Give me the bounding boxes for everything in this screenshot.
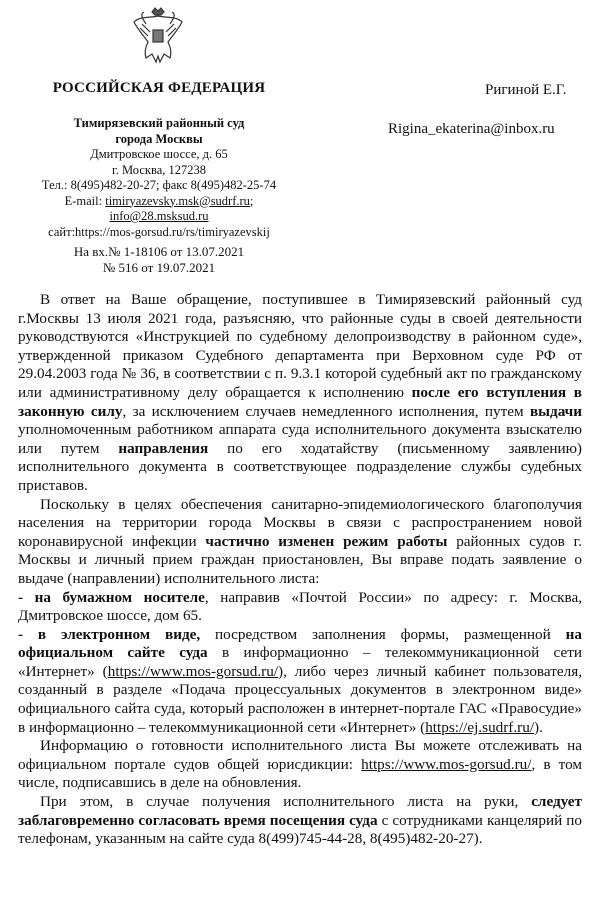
- email-separator: ;: [249, 193, 254, 208]
- email-label: E-mail:: [64, 193, 106, 208]
- text-run: При этом, в случае получения исполнительного листа на руки,: [40, 793, 532, 811]
- paragraph-6: [18, 793, 582, 849]
- text-run: по его ходатайству (письменному заявлению) исполнительного документа в соответствующее подразделение службы судебных приставов.: [18, 439, 582, 494]
- bold-text: - на бумажном носителе: [18, 588, 205, 606]
- bold-text: на официальном сайте суда: [18, 625, 582, 662]
- bold-text: направления: [118, 439, 209, 457]
- recipient-email: Rigina_ekaterina@inbox.ru: [388, 121, 555, 137]
- text-run: уполномоченным работником аппарата суда исполнительного документа взыскателю или путем: [18, 421, 582, 457]
- country-title: РОССИЙСКАЯ ФЕДЕРАЦИЯ: [52, 80, 266, 96]
- text-run: районных судов г. Москвы и личный прием граждан приостановлен, Вы вправе подать заявление о выдаче (направлении) исполнительного листа:: [18, 532, 582, 587]
- bold-text: - в электронном виде,: [18, 625, 201, 643]
- paragraph-3: [18, 589, 582, 626]
- text-run: В ответ на Ваше обращение, поступившее в Тимирязевский районный суд г.Москвы 13 июля 2021 года, разъясняю, что районные суды в своей деятельности руководствуются «Инструкцией по судебному делопроизводству в районном суде», утвержденной приказом Судебного департамента при Верховном суде РФ от 29.04.2003 года № 36, в соответствии с п. 9.3.1 которой судебный акт по гражданскому или административному делу обращается к исполнению: [18, 291, 582, 401]
- court-block: [14, 116, 304, 240]
- paragraph-4: [18, 626, 582, 738]
- text-run: посредством заполнения формы, размещенной: [200, 625, 566, 643]
- text-run: , за исключением случаев немедленного исполнения, путем: [122, 402, 530, 420]
- court-site-link[interactable]: https://www.mos-gorsud.ru/: [107, 662, 279, 680]
- bold-text: следует заблаговременно согласовать время посещения суда: [18, 793, 582, 829]
- email-link-2[interactable]: info@28.msksud.ru: [109, 209, 209, 223]
- text-run: ), либо через личный кабинет пользователя, созданный в разделе «Подача процессуальных документов в электронном виде» официального сайта суда, который расположен в интернет-портале ГАС «Правосудие» в информационно – телекоммуникационной сети «Интернет» (: [18, 662, 582, 736]
- incoming-reference: На вх.№ 1-18106 от 13.07.2021: [73, 244, 245, 259]
- court-address-line-2: г. Москва, 127238: [112, 162, 206, 177]
- court-phones: Тел.: 8(495)482-20-27; факс 8(495)482-25-74: [41, 178, 277, 192]
- text-run: в информационно – телекоммуникационной сети «Интернет» (: [18, 644, 582, 680]
- portal-link[interactable]: https://www.mos-gorsud.ru/: [361, 755, 532, 773]
- reference-block: [14, 244, 304, 276]
- bold-text: выдачи: [529, 402, 582, 420]
- court-site: сайт:https://mos-gorsud.ru/rs/timiryazevskij: [48, 224, 270, 239]
- text-run: с сотрудниками канцелярий по телефонам, указанным на сайте суда 8(499)745-44-28, 8(495)482-20-27).: [18, 811, 582, 848]
- letter-body: [18, 291, 582, 849]
- outgoing-reference: № 516 от 19.07.2021: [102, 260, 216, 275]
- email-link-1[interactable]: timiryazevsky.msk@sudrf.ru: [105, 193, 250, 208]
- text-run: , направив «Почтой России» по адресу: г. Москва, Дмитровское шоссе, дом 65.: [18, 588, 582, 625]
- text-run: , в том числе, подписавшись в деле на обновления.: [18, 755, 582, 792]
- court-emails: [14, 194, 304, 210]
- court-address-line-1: Дмитровское шоссе, д. 65: [90, 147, 228, 161]
- court-name-line-2: города Москвы: [115, 131, 203, 146]
- paragraph-1: [18, 291, 582, 496]
- court-name-line-1: Тимирязевский районный суд: [73, 116, 245, 130]
- ej-sudrf-link[interactable]: https://ej.sudrf.ru/: [425, 718, 535, 736]
- recipient-name: Ригиной Е.Г.: [485, 82, 567, 98]
- text-run: ).: [534, 718, 543, 736]
- bold-text: после его вступления в законную силу: [18, 383, 582, 420]
- paragraph-5: [18, 737, 582, 793]
- paragraph-2: [18, 496, 582, 589]
- bold-text: частично изменен режим работы: [205, 532, 448, 550]
- text-run: Информацию о готовности исполнительного листа Вы можете отслеживать на официальном портале судов общей юрисдикции:: [18, 737, 582, 773]
- coat-of-arms-emblem: [130, 6, 186, 68]
- text-run: Поскольку в целях обеспечения санитарно-эпидемиологического благополучия населения на территории города Москвы в связи с распространением новой коронавирусной инфекции: [18, 495, 582, 550]
